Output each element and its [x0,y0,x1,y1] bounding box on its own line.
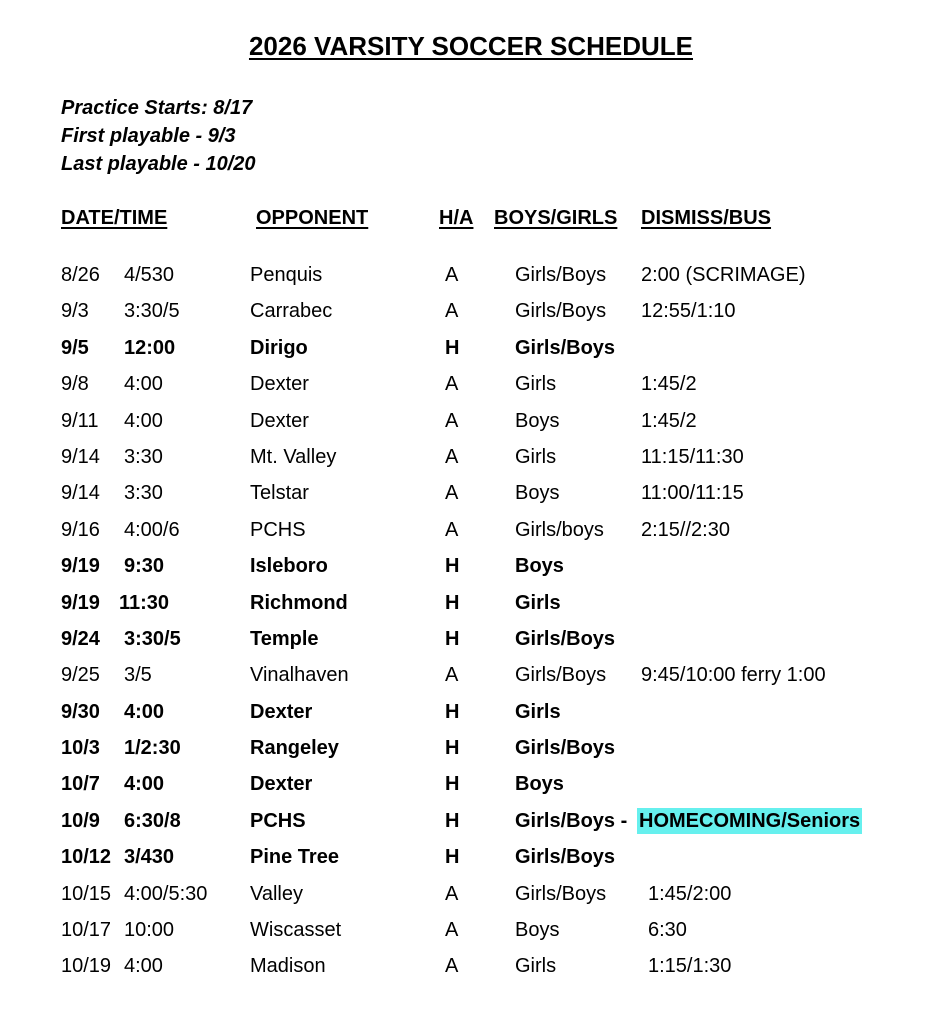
time-cell: 4:00 [124,773,165,796]
opponent-cell: Richmond [250,591,348,614]
dismiss-bus-cell: 9:45/10:00 ferry 1:00 [641,664,826,687]
teams-cell: Girls/Boys - [515,809,628,832]
table-row [0,262,930,298]
opponent-cell: Telstar [250,482,309,505]
date-cell: 9/19 [61,555,100,578]
opponent-cell: Dexter [250,409,309,432]
date-cell: 9/19 [61,591,100,614]
home-away-cell: A [445,445,459,468]
first-playable-note: First playable - 9/3 [61,125,236,147]
date-cell: 9/11 [61,409,99,432]
table-row [0,444,930,480]
teams-cell: Girls/Boys [515,664,607,687]
time-cell: 3:30/5 [124,300,180,323]
teams-cell: Girls [515,445,557,468]
practice-start-note: Practice Starts: 8/17 [61,97,253,119]
dismiss-bus-cell: 1:45/2 [641,373,697,396]
schedule-notes [61,96,256,180]
table-row [0,735,930,771]
table-row [0,480,930,516]
time-cell: 4:00 [124,955,163,978]
table-row [0,662,930,698]
time-cell: 6:30/8 [124,809,181,832]
teams-cell: Girls/Boys [515,300,607,323]
home-away-cell: A [445,373,459,396]
dismiss-bus-cell: 11:00/11:15 [641,482,744,505]
teams-cell: Girls/Boys [515,737,616,760]
time-cell: 11:30 [119,591,170,614]
opponent-cell: Isleboro [250,555,328,578]
home-away-cell: H [445,555,460,578]
table-row [0,408,930,444]
home-away-cell: H [445,627,460,650]
time-cell: 4:00/5:30 [124,882,208,905]
header-boys-girls: BOYS/GIRLS [494,207,618,229]
time-cell: 3:30/5 [124,627,181,650]
opponent-cell: Mt. Valley [250,445,337,468]
table-row [0,371,930,407]
date-cell: 10/3 [61,737,100,760]
table-row [0,298,930,334]
opponent-cell: PCHS [250,809,306,832]
teams-cell: Boys [515,919,560,942]
time-cell: 4/530 [124,264,175,286]
time-cell: 12:00 [124,336,176,359]
teams-cell: Boys [515,482,560,505]
time-cell: 4:00 [124,409,163,432]
opponent-cell: Vinalhaven [250,664,349,687]
table-row [0,626,930,662]
time-cell: 4:00 [124,700,165,723]
teams-cell: Girls/Boys [515,627,616,650]
time-cell: 4:00/6 [124,518,180,541]
date-cell: 9/14 [61,445,100,468]
home-away-cell: H [445,846,460,869]
table-row [0,771,930,807]
date-cell: 10/17 [61,919,112,942]
page-title: 2026 VARSITY SOCCER SCHEDULE [248,31,694,61]
dismiss-bus-cell: 11:15/11:30 [641,445,744,468]
date-cell: 10/7 [61,773,100,796]
opponent-cell: PCHS [250,518,306,541]
date-cell: 10/19 [61,955,112,978]
date-cell: 10/15 [61,882,112,905]
home-away-cell: A [445,518,459,541]
time-cell: 3:30 [124,482,163,505]
home-away-cell: H [445,336,460,359]
date-cell: 9/25 [61,664,100,687]
teams-cell: Boys [515,773,564,796]
homecoming-highlight: HOMECOMING/Seniors [639,809,861,832]
home-away-cell: A [445,264,459,286]
date-cell: 9/3 [61,300,89,323]
date-cell: 8/26 [61,264,100,286]
opponent-cell: Dexter [250,700,313,723]
table-row [0,517,930,553]
table-row [0,808,930,844]
dismiss-bus-cell: 12:55/1:10 [641,300,736,323]
teams-cell: Girls/Boys [515,264,607,286]
date-cell: 9/14 [61,482,100,505]
table-row [0,590,930,626]
opponent-cell: Madison [250,955,326,978]
time-cell: 10:00 [124,919,175,942]
dismiss-bus-cell: 2:15//2:30 [641,518,730,541]
header-home-away: H/A [439,207,474,229]
table-row [0,844,930,880]
home-away-cell: A [445,664,459,687]
date-cell: 10/12 [61,846,112,869]
header-opponent: OPPONENT [256,207,369,229]
teams-cell: Boys [515,409,560,432]
table-row [0,917,930,953]
date-cell: 9/8 [61,373,89,396]
teams-cell: Girls/Boys [515,882,607,905]
home-away-cell: H [445,809,460,832]
home-away-cell: H [445,773,460,796]
header-dismiss-bus: DISMISS/BUS [641,207,772,229]
opponent-cell: Penquis [250,264,323,286]
home-away-cell: H [445,700,460,723]
teams-cell: Boys [515,555,564,578]
home-away-cell: H [445,591,460,614]
home-away-cell: A [445,882,459,905]
table-row [0,699,930,735]
dismiss-bus-cell: 6:30 [648,919,687,942]
opponent-cell: Pine Tree [250,846,339,869]
date-cell: 9/24 [61,627,100,650]
home-away-cell: A [445,482,459,505]
table-row [0,881,930,917]
opponent-cell: Temple [250,627,319,650]
dismiss-bus-cell: 1:45/2 [641,409,697,432]
time-cell: 4:00 [124,373,163,396]
teams-cell: Girls/boys [515,518,604,541]
opponent-cell: Rangeley [250,737,339,760]
date-cell: 9/16 [61,518,100,541]
table-row [0,335,930,371]
home-away-cell: H [445,737,460,760]
time-cell: 9:30 [124,555,165,578]
time-cell: 3:30 [124,445,163,468]
home-away-cell: A [445,955,459,978]
opponent-cell: Dexter [250,773,313,796]
opponent-cell: Dirigo [250,336,308,359]
opponent-cell: Carrabec [250,300,333,323]
header-datetime: DATE/TIME [61,207,168,229]
teams-cell: Girls [515,955,557,978]
date-cell: 10/9 [61,809,100,832]
opponent-cell: Dexter [250,373,309,396]
teams-cell: Girls/Boys [515,846,616,869]
teams-cell: Girls [515,373,557,396]
teams-cell: Girls [515,591,561,614]
dismiss-bus-cell: 1:45/2:00 [648,882,732,905]
time-cell: 1/2:30 [124,737,181,760]
teams-cell: Girls/Boys [515,336,616,359]
time-cell: 3/5 [124,664,152,687]
home-away-cell: A [445,300,459,323]
home-away-cell: A [445,919,459,942]
date-cell: 9/5 [61,336,89,359]
time-cell: 3/430 [124,846,175,869]
schedule-table [0,262,930,990]
table-row [0,953,930,989]
teams-cell: Girls [515,700,561,723]
table-row [0,553,930,589]
dismiss-bus-cell: 2:00 (SCRIMAGE) [641,264,806,286]
date-cell: 9/30 [61,700,100,723]
opponent-cell: Wiscasset [250,919,342,942]
dismiss-bus-cell: 1:15/1:30 [648,955,732,978]
home-away-cell: A [445,409,459,432]
last-playable-note: Last playable - 10/20 [61,153,256,175]
opponent-cell: Valley [250,882,303,905]
